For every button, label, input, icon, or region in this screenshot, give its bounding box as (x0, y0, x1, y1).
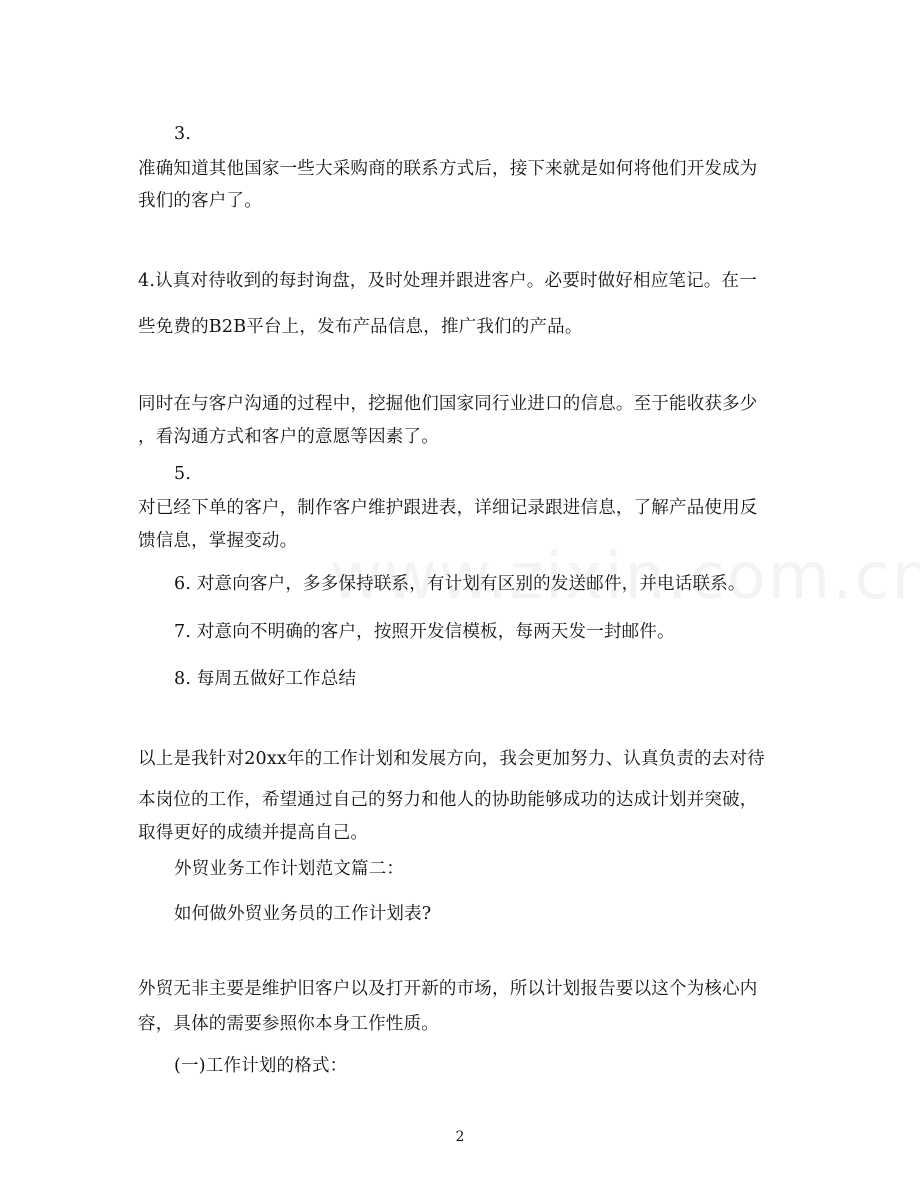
paragraph-line: 准确知道其他国家一些大采购商的联系方式后，接下来就是如何将他们开发成为 (138, 159, 758, 179)
list-number-3: 3. (174, 124, 192, 144)
paragraph-line: 本岗位的工作，希望通过自己的努力和他人的协助能够成功的达成计划并突破， (138, 790, 758, 810)
list-item-8: 8. 每周五做好工作总结 (174, 669, 357, 689)
section-heading: 外贸业务工作计划范文篇二： (174, 859, 405, 879)
paragraph-line: 取得更好的成绩并提高自己。 (138, 823, 369, 843)
paragraph-line: 我们的客户了。 (138, 191, 262, 211)
paragraph-line: 容，具体的需要参照你本身工作性质。 (138, 1014, 439, 1034)
list-item-6: 6. 对意向客户，多多保持联系，有计划有区别的发送邮件，并电话联系。 (174, 574, 746, 594)
subheading: 如何做外贸业务员的工作计划表? (174, 904, 432, 924)
subheading: (一)工作计划的格式： (174, 1056, 348, 1076)
paragraph-line: 馈信息，掌握变动。 (138, 531, 298, 551)
list-item-7: 7. 对意向不明确的客户，按照开发信模板，每两天发一封邮件。 (174, 622, 675, 642)
paragraph-line: 4.认真对待收到的每封询盘，及时处理并跟进客户。必要时做好相应笔记。在一 (138, 271, 757, 291)
paragraph-line: 同时在与客户沟通的过程中，挖掘他们国家同行业进口的信息。至于能收获多少 (138, 394, 758, 414)
list-number-5: 5. (174, 464, 192, 484)
paragraph-line: ，看沟通方式和客户的意愿等因素了。 (138, 427, 439, 447)
page-number: 2 (455, 1129, 465, 1145)
paragraph-line: 外贸无非主要是维护旧客户以及打开新的市场，所以计划报告要以这个为核心内 (138, 979, 758, 999)
paragraph-line: 些免费的B2B平台上，发布产品信息，推广我们的产品。 (138, 317, 583, 337)
paragraph-line: 以上是我针对20xx年的工作计划和发展方向，我会更加努力、认真负责的去对待 (138, 749, 765, 769)
paragraph-line: 对已经下单的客户，制作客户维护跟进表，详细记录跟进信息，了解产品使用反 (138, 498, 758, 518)
